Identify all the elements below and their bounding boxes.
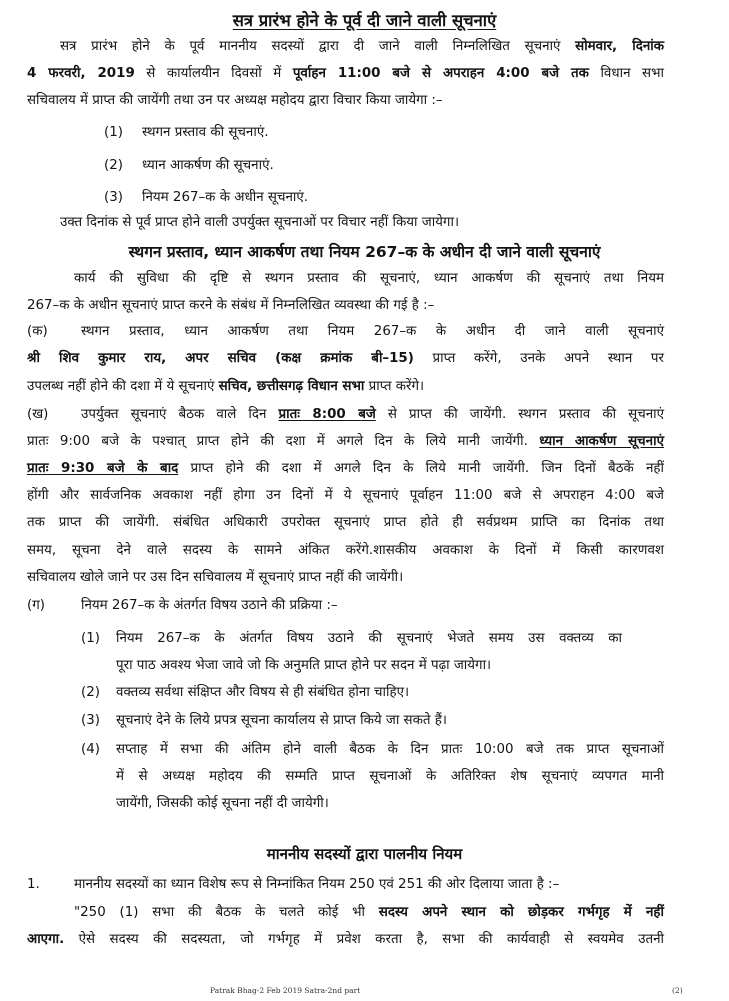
intro-line-3: सचिवालय में प्राप्त की जायेंगी तथा उन पर अध्यक्ष महोदय द्वारा विचार किया जायेगा :– xyxy=(27,93,443,108)
list-item-number: (2) xyxy=(81,685,100,700)
list-item: (3) नियम 267–क के अधीन सूचनाएं. xyxy=(104,190,309,205)
clause-kha-line-1: उपर्युक्त सूचनाएं बैठक वाले दिन प्रातः 8:00 बजे से प्राप्त की जायेंगी. स्थगन प्रस्ताव की सूचनाएं xyxy=(81,407,665,422)
page-title: सत्र प्रारंभ होने के पूर्व दी जाने वाली सूचनाएं xyxy=(232,11,497,30)
para2-line-1: कार्य की सुविधा की दृष्टि से स्थगन प्रस्ताव की सूचनाएं, ध्यान आकर्षण की सूचनाएं तथा नियम xyxy=(74,271,664,286)
list-item: नियम 267–क के अंतर्गत विषय उठाने की सूचनाएं भेजते समय उस वक्तव्य का xyxy=(116,631,622,646)
list-item: सप्ताह में सभा की अंतिम होने वाली बैठक के दिन प्रातः 10:00 बजे तक प्राप्त सूचनाओं xyxy=(116,742,664,757)
para2-line-2: 267–क के अधीन सूचनाएं प्राप्त करने के संबंध में निम्नलिखित व्यवस्था की गई है :– xyxy=(27,298,435,313)
clause-kha-line-5: तक प्राप्त की जायेंगी. संबंधित अधिकारी उपरोक्त सूचनाएं प्राप्त होते ही सर्वप्रथम प्राप्ति का दिनांक तथा xyxy=(27,515,664,530)
rules-line-2: "250 (1) सभा की बैठक के चलते कोई भी सदस्य अपने स्थान को छोड़कर गर्भगृह में नहीं xyxy=(74,905,664,920)
clause-ka-number: (क) xyxy=(27,324,48,339)
list-item: जायेंगी, जिसकी कोई सूचना नहीं दी जायेगी। xyxy=(116,796,329,811)
intro-line-2: 4 फरवरी, 2019 से कार्यालयीन दिवसों में पूर्वाहन 11:00 बजे से अपराहन 4:00 बजे तक विधान सभा xyxy=(27,66,664,81)
note-line: उक्त दिनांक से पूर्व प्राप्त होने वाली उपर्युक्त सूचनाओं पर विचार नहीं किया जायेगा। xyxy=(60,215,460,230)
intro-line-1: सत्र प्रारंभ होने के पूर्व माननीय सदस्यों द्वारा दी जाने वाली निम्नलिखित सूचनाएं सोमवार, दिनांक xyxy=(60,39,664,54)
list-item-number: (1) xyxy=(81,631,100,646)
section-heading: माननीय सदस्यों द्वारा पालनीय नियम xyxy=(266,845,463,863)
section-heading: स्थगन प्रस्ताव, ध्यान आकर्षण तथा नियम 267–क के अधीन दी जाने वाली सूचनाएं xyxy=(128,243,601,261)
page-footer: Patrak Bhag-2 Feb 2019 Satra-2nd part xyxy=(210,986,361,995)
clause-kha-line-2: प्रातः 9:00 बजे के पश्चात् प्राप्त होने की दशा में अगले दिन के लिये मानी जायेंगी. ध्यान आकर्षण सूचनाएं xyxy=(27,434,664,449)
clause-ka-line-1: स्थगन प्रस्ताव, ध्यान आकर्षण तथा नियम 267–क के अधीन दी जाने वाली सूचनाएं xyxy=(81,324,664,339)
page-number: (2) xyxy=(672,986,683,995)
list-item-number: (3) xyxy=(81,713,100,728)
clause-ga-title: नियम 267–क के अंतर्गत विषय उठाने की प्रक्रिया :– xyxy=(81,598,338,613)
list-item-number: (4) xyxy=(81,742,100,757)
clause-kha-line-4: होंगी और सार्वजनिक अवकाश नहीं होगा उन दिनों में ये सूचनाएं पूर्वाहन 11:00 बजे से अपराहन 4:00 बजे xyxy=(27,488,664,503)
clause-kha-line-6: समय, सूचना देने वाले सदस्य के सामने अंकित करेंगे.शासकीय अवकाश के दिनों में किसी कारणवश xyxy=(27,543,664,558)
rules-line-3: आएगा. ऐसे सदस्य की सदस्यता, जो गर्भगृह में प्रवेश करता है, सभा की कार्यवाही से स्वयमेव उतनी xyxy=(27,932,664,947)
list-item: में से अध्यक्ष महोदय की सम्मति प्राप्त सूचनाओं के अतिरिक्त शेष सूचनाएं व्यपगत मानी xyxy=(116,769,664,784)
clause-kha-line-3: प्रातः 9:30 बजे के बाद प्राप्त होने की दशा में अगले दिन के लिये मानी जायेंगी. जिन दिनों बैठकें नहीं xyxy=(27,461,664,476)
list-item: (2) ध्यान आकर्षण की सूचनाएं. xyxy=(104,158,274,173)
clause-kha-number: (ख) xyxy=(27,407,49,422)
list-item: (1) स्थगन प्रस्ताव की सूचनाएं. xyxy=(104,125,269,140)
clause-ka-line-2: श्री शिव कुमार राय, अपर सचिव (कक्ष क्रमांक बी–15) प्राप्त करेंगे, उनके अपने स्थान पर xyxy=(27,351,664,366)
rules-number: 1. xyxy=(27,877,40,892)
clause-ka-line-3: उपलब्ध नहीं होने की दशा में ये सूचनाएं सचिव, छत्तीसगढ़ विधान सभा प्राप्त करेंगे। xyxy=(27,379,425,394)
clause-kha-line-7: सचिवालय खोले जाने पर उस दिन सचिवालय में सूचनाएं प्राप्त नहीं की जायेंगी। xyxy=(27,570,404,585)
clause-ga-number: (ग) xyxy=(27,598,45,613)
rules-line-1: माननीय सदस्यों का ध्यान विशेष रूप से निम्नांकित नियम 250 एवं 251 की ओर दिलाया जाता है :– xyxy=(74,877,560,892)
list-item: सूचनाएं देने के लिये प्रपत्र सूचना कार्यालय से प्राप्त किये जा सकते हैं। xyxy=(116,713,447,728)
list-item: पूरा पाठ अवश्य भेजा जावे जो कि अनुमति प्राप्त होने पर सदन में पढ़ा जायेगा। xyxy=(116,658,492,673)
list-item: वक्तव्य सर्वथा संक्षिप्त और विषय से ही संबंधित होना चाहिए। xyxy=(116,685,410,700)
